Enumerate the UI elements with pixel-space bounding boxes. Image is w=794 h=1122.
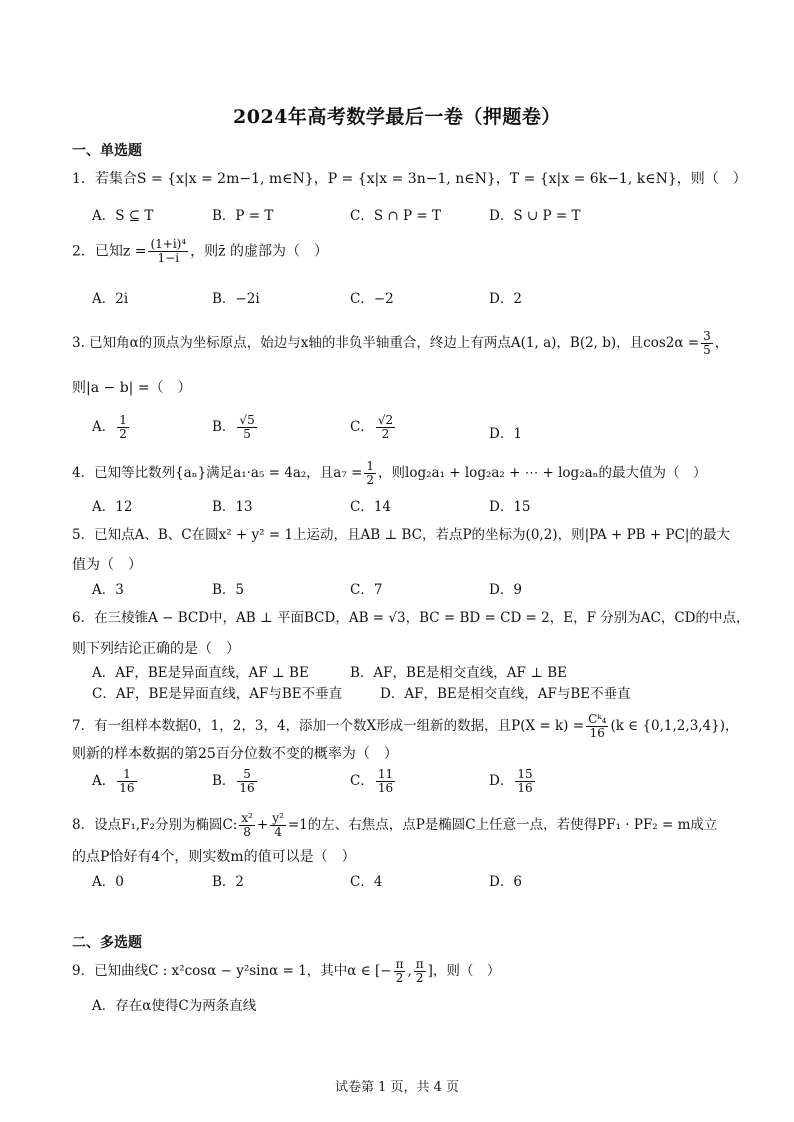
- question-2-stem: 2．已知z = $\frac{\text{(1+i)⁴}}{1-i}$ ，则z̄ 的虚部为（ ）: [72, 237, 328, 265]
- page-footer: 试卷第 1 页，共 4 页: [334, 1080, 460, 1095]
- q6-option-c: C．AF，BE是异面直线，AF与BE不垂直: [92, 686, 343, 702]
- question-1-stem: 1．若集合S = {x|x = 2m−1, m∈N}，P = {x|x = 3n−1, n∈N}，T = {x|x = 6k−1, k∈N}，则（ ）: [72, 171, 747, 187]
- page-title: 2024年高考数学最后一卷（押题卷）: [233, 106, 561, 128]
- q8-option-d: D．6: [489, 874, 522, 890]
- q4-option-c: C．14: [350, 499, 392, 515]
- q4-option-d: D．15: [489, 499, 531, 515]
- q7-option-b: B． $\frac{5}{16}$: [212, 767, 255, 795]
- q4-option-b: B．13: [212, 499, 253, 515]
- q3-fraction: $\frac{3}{5}$: [703, 329, 711, 357]
- q8-option-b: B．2: [212, 874, 245, 890]
- q1-option-c: C．S ∩ P = T: [350, 208, 441, 224]
- q1-option-d: D．S ∪ P = T: [489, 208, 581, 224]
- q2-option-b: B．−2i: [212, 291, 260, 307]
- q5-option-d: D．9: [489, 582, 522, 598]
- question-7-line2: 则新的样本数据的第25百分位数不变的概率为（ ）: [72, 746, 398, 762]
- q4-fraction: $\frac{1}{2}$: [366, 459, 375, 487]
- q4-option-a: A．12: [92, 499, 133, 515]
- question-9-stem: 9．已知曲线C : x²cosα − y²sinα = 1，其中α ∈ [− $\frac{\pi}{2}$ , $\frac{\pi}{2}$ ]，则（ ）: [72, 957, 501, 985]
- section-single-choice: 一、单选题: [72, 143, 142, 159]
- question-6-line1: 6．在三棱锥A − BCD中，AB ⊥ 平面BCD，AB = √3，BC = BD = CD = 2，E，F 分别为AC，CD的中点，: [72, 610, 750, 626]
- question-6-line2: 则下列结论正确的是（ ）: [72, 641, 240, 657]
- question-8-line2: 的点P恰好有4个，则实数m的值可以是（ ）: [72, 849, 356, 865]
- q6-option-b: B．AF，BE是相交直线，AF ⊥ BE: [350, 665, 567, 681]
- question-3-stem: 3. 已知角α的顶点为坐标原点，始边与x轴的非负半轴重合，终边上有两点A(1, a)，B(2, b)，且cos2α = $\frac{3}{5}$ ，: [72, 329, 729, 357]
- q7-option-c: C． $\frac{11}{16}$: [350, 767, 394, 795]
- q6-option-d: D．AF，BE是相交直线，AF与BE不垂直: [380, 686, 631, 702]
- q5-option-b: B．5: [212, 582, 245, 598]
- q2-option-c: C．−2: [350, 291, 394, 307]
- question-7-stem: 7．有一组样本数据0，1，2，3，4，添加一个数X形成一组新的数据，且P(X = k) = $\frac{\text{Cᵏ₄}}{16}$ (k ∈ {0,1,2,3,4})，: [72, 712, 739, 740]
- q9-option-a: A．存在α使得C为两条直线: [92, 998, 257, 1014]
- q1-option-a: A．S ⊆ T: [92, 208, 154, 224]
- question-5-line2: 值为（ ）: [72, 557, 142, 573]
- q2-option-a: A．2i: [92, 291, 129, 307]
- question-3-line2: 则|a − b| =（ ）: [72, 380, 192, 396]
- q3-option-d: D．1: [489, 426, 522, 442]
- q8-option-a: A．0: [92, 874, 124, 890]
- q5-option-a: A．3: [92, 582, 124, 598]
- q2-option-d: D．2: [489, 291, 522, 307]
- q2-fraction: $\frac{\text{(1+i)⁴}}{1-i}$: [150, 237, 187, 265]
- q3-option-c: C． $\frac{√2}{2}$: [350, 413, 394, 441]
- q1-option-b: B．P = T: [212, 208, 274, 224]
- question-8-stem: 8．设点F₁,F₂分别为椭圆C: $\frac{\text{x²}}{8}$ + $\frac{\text{y²}}{4}$ =1的左、右焦点，点P是椭圆C上任意一点，若使得PF₁ · PF₂ = m成立: [72, 811, 718, 839]
- q6-option-a: A．AF，BE是异面直线，AF ⊥ BE: [92, 665, 309, 681]
- q7-option-a: A． $\frac{1}{16}$: [92, 767, 135, 795]
- question-5-line1: 5．已知点A、B、C在圆x² + y² = 1上运动，且AB ⊥ BC，若点P的坐标为(0,2)，则|PA + PB + PC|的最大: [72, 527, 730, 543]
- q7-fraction: $\frac{\text{Cᵏ₄}}{16}$: [588, 712, 607, 740]
- q3-option-a: A． $\frac{1}{2}$: [92, 413, 127, 441]
- question-4-stem: 4．已知等比数列{aₙ}满足a₁·a₅ = 4a₂，且a₇ = $\frac{1}{2}$ ，则log₂a₁ + log₂a₂ + ⋯ + log₂aₙ的最大值为（ ）: [72, 459, 707, 487]
- q8-option-c: C．4: [350, 874, 383, 890]
- q5-option-c: C．7: [350, 582, 383, 598]
- section-multi-choice: 二、多选题: [72, 935, 142, 951]
- q3-option-b: B． $\frac{√5}{5}$: [212, 413, 255, 441]
- q7-option-d: D． $\frac{15}{16}$: [489, 767, 533, 795]
